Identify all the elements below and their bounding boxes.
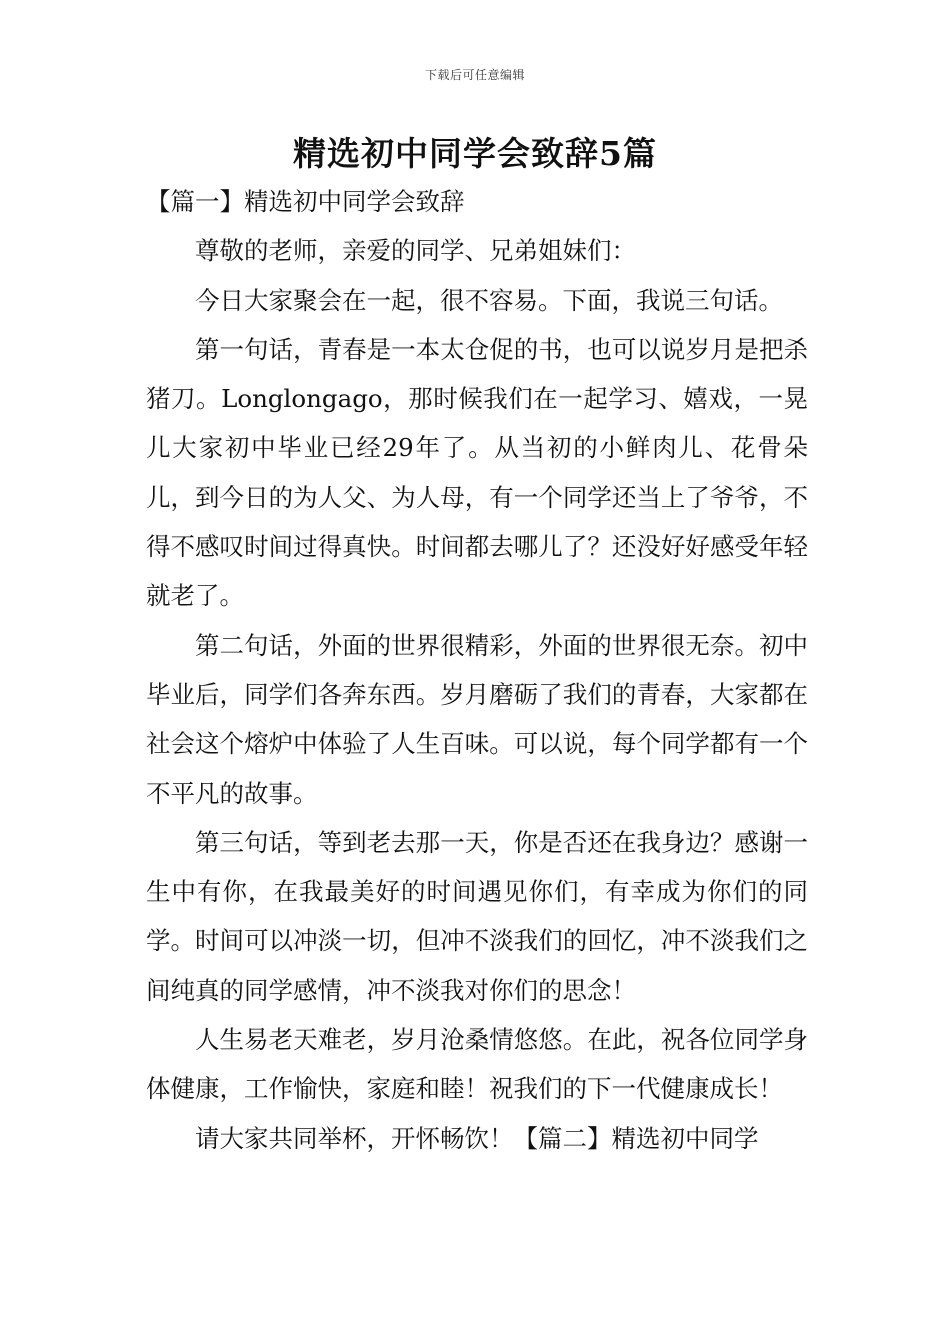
body-paragraph: 第三句话，等到老去那一天，你是否还在我身边？感谢一生中有你，在我最美好的时间遇见你们，有幸成为你们的同学。时间可以冲淡一切，但冲不淡我们的回忆，冲不淡我们之间纯真的同学感情，冲不淡我对你们的思念！ bbox=[146, 827, 808, 1005]
body-paragraph: 第一句话，青春是一本太仓促的书，也可以说岁月是把杀猪刀。Longlongago，那时候我们在一起学习、嬉戏，一晃儿大家初中毕业已经29年了。从当初的小鲜肉儿、花骨朵儿，到今日的为人父、为人母，有一个同学还当上了爷爷，不得不感叹时间过得真快。时间都去哪儿了？还没好好感受年轻就老了。 bbox=[146, 334, 808, 611]
body-paragraph: 今日大家聚会在一起，很不容易。下面，我说三句话。 bbox=[195, 285, 783, 315]
section-heading: 【篇一】精选初中同学会致辞 bbox=[146, 187, 465, 216]
document-title: 精选初中同学会致辞5篇 bbox=[293, 134, 657, 173]
body-paragraph: 第二句话，外面的世界很精彩，外面的世界很无奈。初中毕业后，同学们各奔东西。岁月磨砺了我们的青春，大家都在社会这个熔炉中体验了人生百味。可以说，每个同学都有一个不平凡的故事。 bbox=[146, 630, 808, 808]
header-note: 下载后可任意编辑 bbox=[424, 68, 525, 82]
body-paragraph: 人生易老天难老，岁月沧桑情悠悠。在此，祝各位同学身体健康，工作愉快，家庭和睦！祝我们的下一代健康成长！ bbox=[146, 1025, 808, 1104]
salutation-paragraph: 尊敬的老师，亲爱的同学、兄弟姐妹们： bbox=[195, 236, 636, 266]
document-body bbox=[146, 177, 808, 1163]
body-paragraph: 请大家共同举杯，开怀畅饮！【篇二】精选初中同学 bbox=[195, 1123, 759, 1153]
